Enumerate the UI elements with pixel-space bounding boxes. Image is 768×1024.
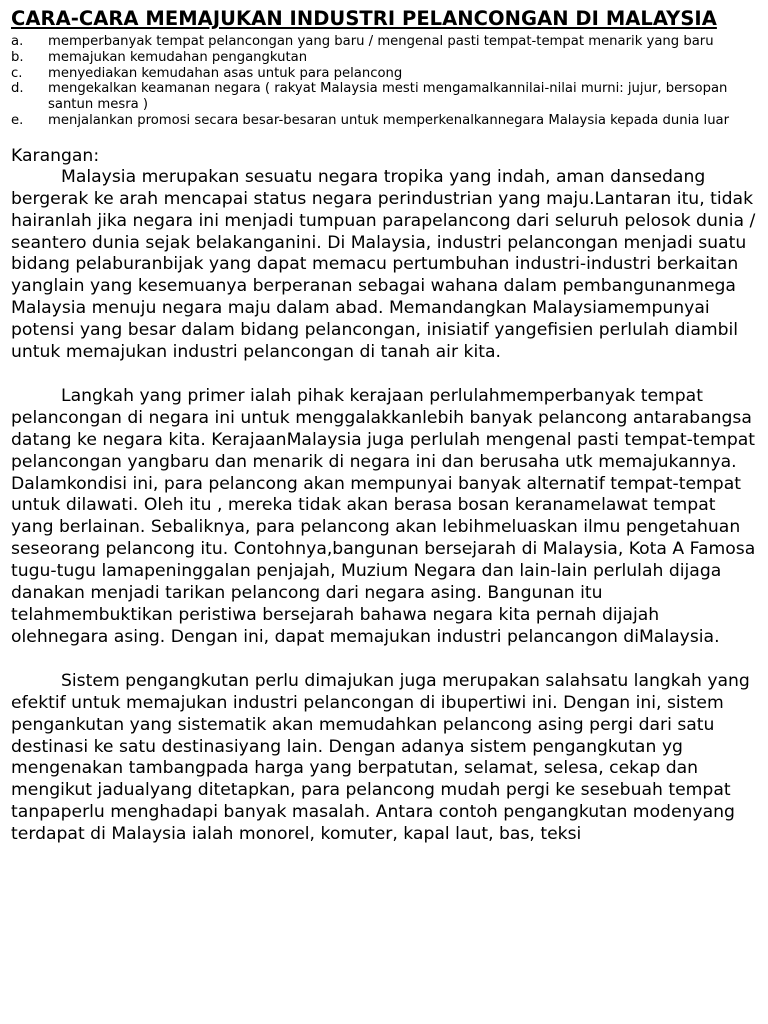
essay-heading: Karangan: [11, 145, 100, 166]
document-page [11, 8, 759, 846]
outline-text: menyediakan kemudahan asas untuk para pelancong [48, 65, 403, 81]
essay-paragraph-3: Sistem pengangkutan perlu dimajukan juga merupakan salahsatu langkah yang efektif untuk memajukan industri pelancongan di ibupertiwi ini. Dengan ini, sistem pengankutan yang sistematik akan memudahkan pelancong asing pergi dari satu destinasi ke satu destinasiyang lain. Dengan adanya sistem pengangkutan yg mengenakan tambangpada harga yang berpatutan, selamat, selesa, cekap dan mengikut jadualyang ditetapkan, para pelancong mudah pergi ke sesebuah tempat tanpaperlu menghadapi banyak masalah. Antara contoh pengangkutan modenyang terdapat di Malaysia ialah monorel, komuter, kapal laut, bas, teksi [11, 670, 750, 845]
outline-marker: c. [11, 65, 23, 81]
outline-text: mengekalkan keamanan negara ( rakyat Malaysia mesti mengamalkannilai-nilai murni: jujur, bersopan santun mesra ) [48, 81, 728, 113]
essay-body [11, 167, 759, 846]
outline-marker: e. [11, 112, 24, 128]
outline-item-d [11, 81, 759, 113]
outline-text: memajukan kemudahan pengangkutan [48, 49, 308, 65]
outline-item-b [11, 50, 759, 66]
outline-marker: d. [11, 81, 24, 97]
outline-item-e [11, 113, 759, 129]
outline-text: menjalankan promosi secara besar-besaran untuk memperkenalkannegara Malaysia kepada dunia luar [48, 112, 730, 128]
essay-paragraph-2: Langkah yang primer ialah pihak kerajaan perlulahmemperbanyak tempat pelancongan di negara ini untuk menggalakkanlebih banyak pelancong antarabangsa datang ke negara kita. KerajaanMalaysia juga perlulah mengenal pasti tempat-tempat pelancongan yangbaru dan menarik di negara ini dan berusaha utk memajukannya. Dalamkondisi ini, para pelancong akan mempunyai banyak alternatif tempat-tempat untuk dilawati. Oleh itu , mereka tidak akan berasa bosan keranamelawat tempat yang berlainan. Sebaliknya, para pelancong akan lebihmeluaskan ilmu pengetahuan seseorang pelancong itu. Contohnya,bangunan bersejarah di Malaysia, Kota A Famosa tugu-tugu lamapeninggalan penjajah, Muzium Negara dan lain-lain perlulah dijaga danakan menjadi tarikan pelancong dari negara asing. Bangunan itu telahmembuktikan peristiwa bersejarah bahawa negara kita pernah dijajah olehnegara asing. Dengan ini, dapat memajukan industri pelancangon diMalaysia. [11, 385, 756, 647]
outline-item-a [11, 34, 759, 50]
outline-marker: b. [11, 49, 24, 65]
outline-item-c [11, 66, 759, 82]
outline-list [11, 34, 759, 129]
outline-marker: a. [11, 34, 24, 49]
essay-paragraph-1: Malaysia merupakan sesuatu negara tropika yang indah, aman dansedang bergerak ke arah mencapai status negara perindustrian yang maju.Lantaran itu, tidak hairanlah jika negara ini menjadi tumpuan parapelancong dari seluruh pelosok dunia / seantero dunia sejak belakanganini. Di Malaysia, industri pelancongan menjadi suatu bidang pelaburanbijak yang dapat memacu pertumbuhan industri-industri berkaitan yanglain yang kesemuanya berperanan sebagai wahana dalam pembangunanmega Malaysia menuju negara maju dalam abad. Memandangkan Malaysiamempunyai potensi yang besar dalam bidang pelancongan, inisiatif yangefisien perlulah diambil untuk memajukan industri pelancongan di tanah air kita. [11, 166, 756, 363]
outline-text: memperbanyak tempat pelancongan yang baru / mengenal pasti tempat-tempat menarik yang baru [48, 34, 714, 49]
document-title: CARA-CARA MEMAJUKAN INDUSTRI PELANCONGAN DI MALAYSIA [11, 7, 717, 30]
